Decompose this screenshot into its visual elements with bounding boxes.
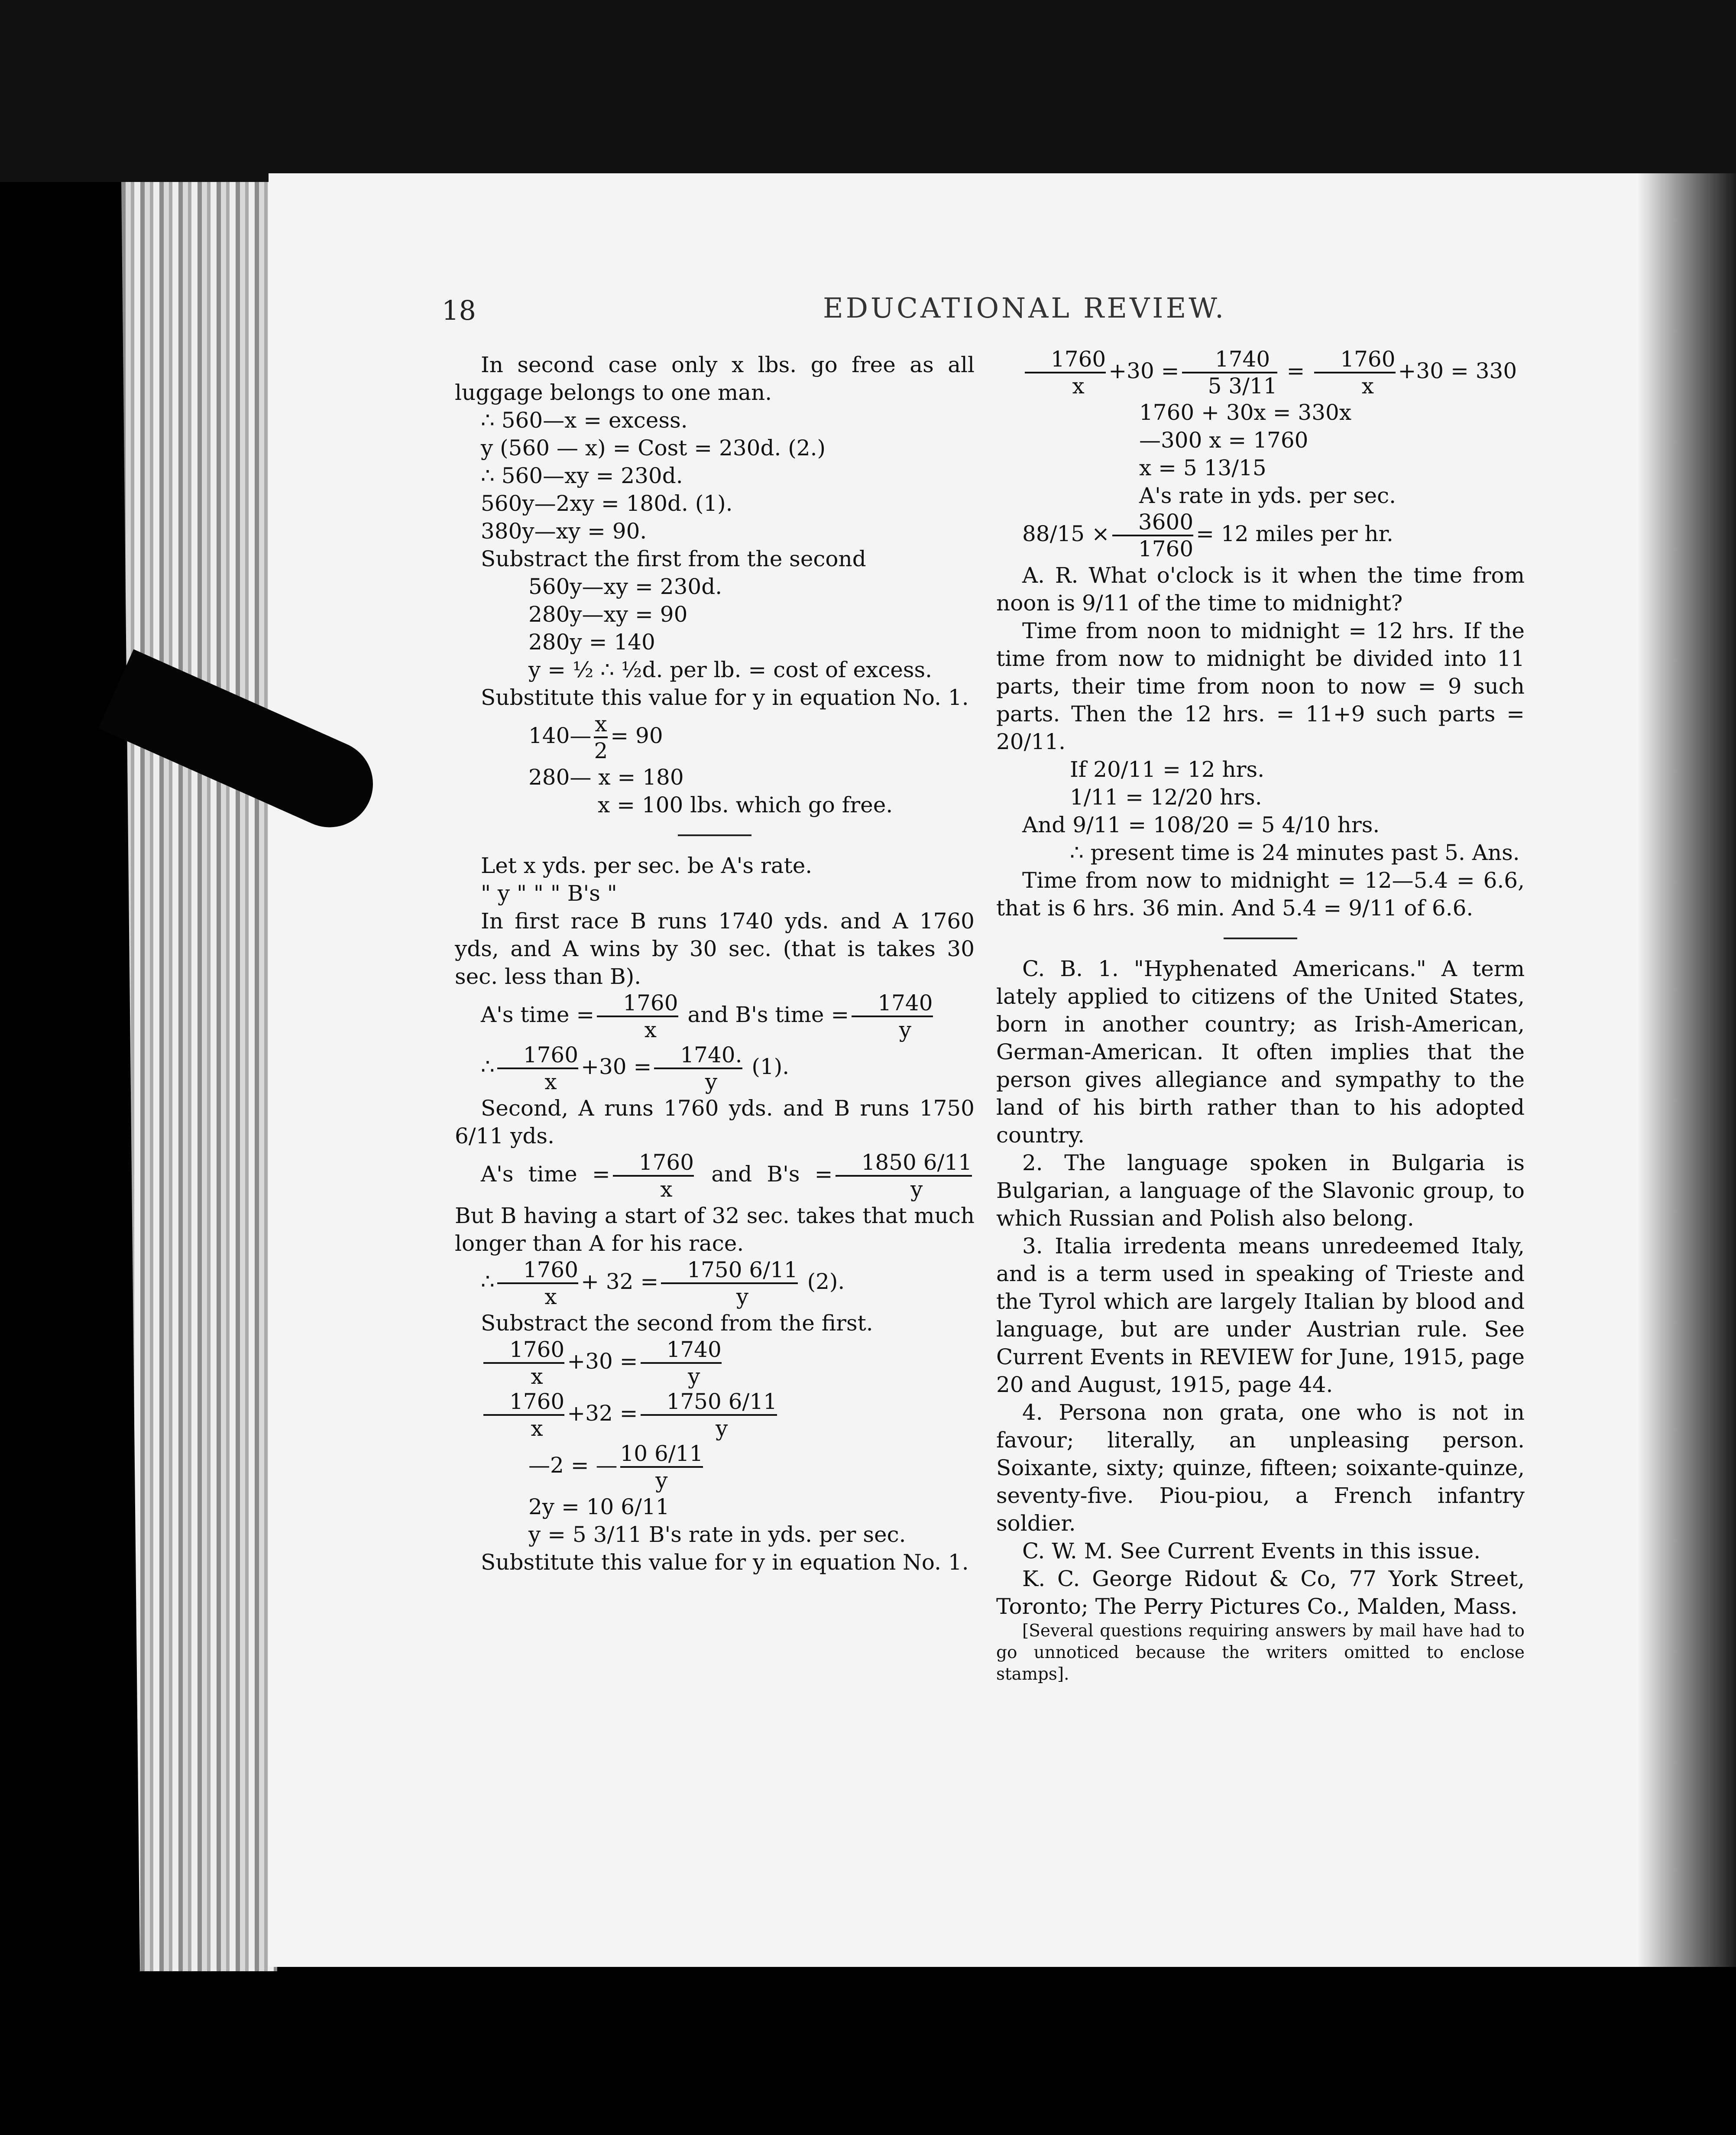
denominator: 1760 — [1138, 536, 1194, 561]
equation-line: x = 100 lbs. which go free. — [598, 792, 893, 818]
paragraph: C. W. M. See Current Events in this issue. — [1022, 1538, 1481, 1564]
denominator: x — [1361, 373, 1374, 399]
text: = 90 — [610, 723, 663, 748]
equation-line — [455, 1257, 975, 1309]
equation-line: y (560 — x) = Cost = 230d. (2.) — [481, 435, 826, 461]
denominator: y — [899, 1017, 912, 1042]
fraction — [620, 1441, 703, 1493]
numerator: 1760 — [1314, 347, 1395, 373]
section-divider — [678, 834, 751, 836]
equation-line: 280y—xy = 90 — [528, 602, 688, 627]
right-column — [996, 347, 1525, 1685]
equation-line: If 20/11 = 12 hrs. — [1070, 757, 1265, 782]
paragraph: C. B. 1. "Hyphenated Americans." A term lately applied to citizens of the United States, born in another country; as Irish-American, German-American. It often implies that the person gives allegiance and sympathy to the land of his birth rather than to his adopted country. — [996, 956, 1525, 1148]
text: +30 = — [567, 1349, 638, 1374]
numerator: 1760 — [483, 1337, 564, 1364]
denominator: x — [660, 1177, 673, 1202]
text: ∴ — [481, 1054, 495, 1079]
paragraph: ∴ present time is 24 minutes past 5. Ans. — [1070, 840, 1520, 865]
numerator: 1850 6/11 — [836, 1150, 972, 1177]
equation-line: And 9/11 = 108/20 = 5 4/10 hrs. — [1022, 812, 1380, 837]
left-column — [455, 351, 975, 1576]
numerator: 10 6/11 — [620, 1441, 703, 1468]
equation-line: 560y—xy = 230d. — [528, 574, 722, 599]
text: A's time = — [481, 1002, 595, 1027]
equation-line — [996, 347, 1525, 399]
fraction — [661, 1257, 797, 1309]
equation-line — [455, 1150, 975, 1257]
fraction — [852, 990, 933, 1042]
equation-line: 280— x = 180 — [528, 765, 684, 790]
numerator: 1740. — [654, 1042, 742, 1069]
paragraph: Let x yds. per sec. be A's rate. — [481, 853, 813, 878]
fraction — [836, 1150, 972, 1202]
text: A's time = — [481, 1162, 610, 1187]
numerator: 1760 — [613, 1150, 694, 1177]
numerator: 1740 — [1182, 347, 1277, 373]
denominator: x — [1072, 373, 1085, 399]
fraction — [597, 990, 678, 1042]
numerator: 1750 6/11 — [641, 1389, 777, 1416]
numerator: 1760 — [497, 1042, 578, 1069]
paragraph: A's rate in yds. per sec. — [1139, 483, 1396, 508]
paragraph: 4. Persona non grata, one who is not in favour; literally, an unpleasing person. Soixante, sixty; quinze, fifteen; soixante-quinze, seventy-five. Piou-piou, a French infantry soldier. — [996, 1400, 1525, 1536]
fraction — [1314, 347, 1395, 399]
numerator: 1740 — [641, 1337, 722, 1364]
gutter-shadow — [1637, 173, 1736, 1967]
equation-line: ∴ 560—x = excess. — [481, 408, 688, 433]
denominator: x — [544, 1069, 557, 1094]
numerator: 1760 — [597, 990, 678, 1017]
paragraph: Time from noon to midnight = 12 hrs. If the time from now to midnight be divided into 11 parts, their time from noon to now = 9 such parts. Then the 12 hrs. = 11+9 such parts = 20/11. — [996, 618, 1525, 754]
paragraph: Substract the second from the first. — [481, 1311, 873, 1336]
numerator: 1760 — [483, 1389, 564, 1416]
fraction — [1112, 509, 1193, 561]
text: = — [1286, 358, 1305, 383]
equation-line: y = ½ ∴ ½d. per lb. = cost of excess. — [528, 657, 933, 682]
equation-line: 1/11 = 12/20 hrs. — [1070, 785, 1262, 810]
paragraph: " y " " " B's " — [481, 881, 617, 906]
paragraph: In second case only x lbs. go free as all luggage belongs to one man. — [455, 352, 975, 405]
numerator: x — [594, 711, 608, 738]
fraction — [641, 1389, 777, 1441]
paragraph: 3. Italia irredenta means unredeemed Italy, and is a term used in speaking of Trieste and the Tyrol which are largely Italian by blood and language, but are under Austrian rule. See Current Events in REVIEW for June, 1915, page 20 and August, 1915, page 44. — [996, 1233, 1525, 1397]
equation-line: 380y—xy = 90. — [481, 519, 647, 544]
text: ∴ — [481, 1269, 495, 1294]
equation-line: x = 5 13/15 — [1139, 455, 1266, 480]
paragraph: Time from now to midnight = 12—5.4 = 6.6, that is 6 hrs. 36 min. And 5.4 = 9/11 of 6.6. — [996, 868, 1525, 921]
text: But B having a start of 32 sec. takes that much longer than A for his race. — [455, 1203, 975, 1256]
paragraph: In first race B runs 1740 yds. and A 1760 yds, and A wins by 30 sec. (that is takes 30 sec. less than B). — [455, 909, 975, 989]
paragraph: Substract the first from the second — [481, 546, 866, 571]
denominator: y — [716, 1416, 728, 1441]
equation-line — [455, 1042, 975, 1094]
equation-line: 2y = 10 6/11 — [528, 1494, 670, 1519]
fraction — [641, 1337, 722, 1389]
numerator: 1750 6/11 — [661, 1257, 797, 1284]
equation-line — [996, 509, 1525, 561]
text: +30 = — [1108, 358, 1179, 383]
denominator: y — [910, 1177, 923, 1202]
fraction — [497, 1257, 578, 1309]
denominator: x — [531, 1364, 543, 1389]
equation-line: ∴ 560—xy = 230d. — [481, 463, 683, 488]
text: and B's time = — [687, 1002, 849, 1027]
text: = 12 miles per hr. — [1196, 521, 1393, 546]
fraction — [1182, 347, 1277, 399]
equation-line — [455, 1389, 975, 1441]
numerator: 1760 — [1025, 347, 1106, 373]
fraction — [594, 711, 608, 763]
running-head: EDUCATIONAL REVIEW. — [823, 292, 1227, 324]
numerator: 1760 — [497, 1257, 578, 1284]
denominator: y — [705, 1069, 718, 1094]
equation-line: —300 x = 1760 — [1139, 428, 1308, 453]
denominator: 2 — [594, 738, 608, 763]
section-divider — [1224, 938, 1297, 939]
equation-line: 1760 + 30x = 330x — [1139, 400, 1352, 425]
page-edges — [121, 182, 277, 1971]
denominator: y — [736, 1284, 749, 1309]
fraction — [613, 1150, 694, 1202]
denominator: x — [544, 1284, 557, 1309]
numerator: 1740 — [852, 990, 933, 1017]
paragraph: A. R. What o'clock is it when the time from noon is 9/11 of the time to midnight? — [996, 563, 1525, 616]
equation-line — [455, 990, 975, 1042]
text: +30 = 330 — [1398, 358, 1517, 383]
numerator: 3600 — [1112, 509, 1193, 536]
equation-line: y = 5 3/11 B's rate in yds. per sec. — [528, 1522, 906, 1547]
text: and B's = — [711, 1162, 833, 1187]
fraction — [497, 1042, 578, 1094]
fraction — [483, 1389, 564, 1441]
page-number: 18 — [442, 295, 476, 326]
fraction — [483, 1337, 564, 1389]
equation-line — [455, 1337, 975, 1389]
paragraph: 2. The language spoken in Bulgaria is Bulgarian, a language of the Slavonic group, to which Russian and Polish also belong. — [996, 1150, 1525, 1231]
text: —2 = — — [528, 1453, 618, 1478]
equation-tag: (2). — [807, 1269, 845, 1294]
fraction — [1025, 347, 1106, 399]
text: + 32 = — [581, 1269, 659, 1294]
denominator: 5 3/11 — [1208, 373, 1277, 399]
text: +30 = — [581, 1054, 652, 1079]
text: 88/15 × — [1022, 521, 1110, 546]
denominator: x — [644, 1017, 657, 1042]
paragraph: Substitute this value for y in equation No. 1. — [481, 685, 969, 710]
denominator: y — [655, 1468, 668, 1493]
editor-note: [Several questions requiring answers by mail have had to go unnoticed because the writers omitted to enclose stamps]. — [996, 1621, 1525, 1684]
text: 140— — [528, 723, 592, 748]
text: +32 = — [567, 1401, 638, 1426]
denominator: x — [531, 1416, 543, 1441]
denominator: y — [688, 1364, 700, 1389]
equation-line — [455, 711, 975, 763]
paragraph: Substitute this value for y in equation No. 1. — [481, 1550, 969, 1575]
fraction — [654, 1042, 742, 1094]
equation-line — [455, 1441, 975, 1493]
paragraph: K. C. George Ridout & Co, 77 York Street, Toronto; The Perry Pictures Co., Malden, Mass. — [996, 1566, 1525, 1619]
equation-line: 560y—2xy = 180d. (1). — [481, 491, 733, 516]
background-top — [0, 0, 1736, 182]
paragraph: Second, A runs 1760 yds. and B runs 1750 6/11 yds. — [455, 1096, 975, 1149]
equation-tag: (1). — [751, 1054, 790, 1079]
equation-line: 280y = 140 — [528, 629, 655, 655]
